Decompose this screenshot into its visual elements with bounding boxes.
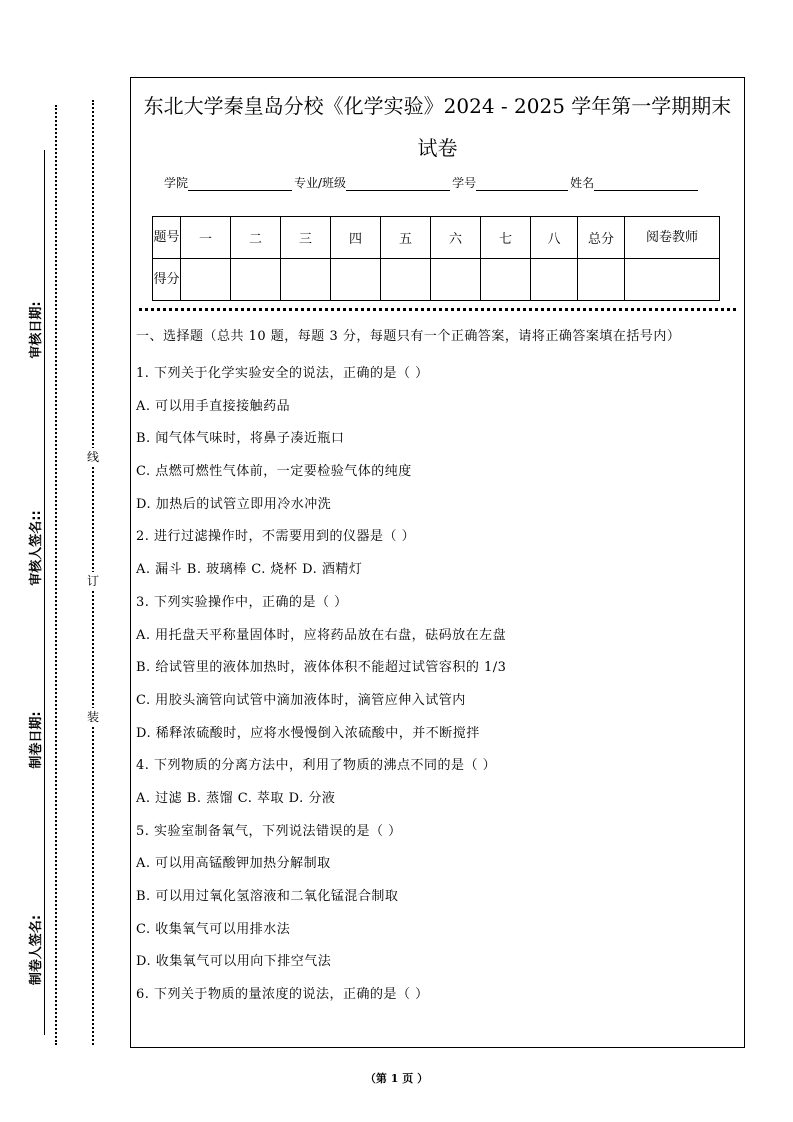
score-cell-header: 八: [531, 217, 578, 259]
field-id-blank[interactable]: [476, 178, 568, 191]
cut-mark-line: 线: [86, 450, 99, 464]
option-line: D. 加热后的试管立即用冷水冲洗: [136, 496, 332, 512]
score-cell-entry[interactable]: [431, 259, 481, 301]
question-line: 1. 下列关于化学实验安全的说法，正确的是（ ）: [136, 366, 429, 381]
question-line: 2. 进行过滤操作时，不需要用到的仪器是（ ）: [136, 529, 416, 545]
option-line: A. 用托盘天平称量固体时，应将药品放在右盘，砝码放在左盘: [136, 627, 507, 643]
score-cell-header: 四: [331, 217, 381, 259]
score-cell-header: 题号: [153, 217, 181, 259]
reviewer-signature-label: 审核人签名::: [29, 510, 44, 586]
field-college-blank[interactable]: [188, 178, 292, 191]
score-table-header-row: [153, 217, 720, 259]
field-id-label: 学号: [452, 176, 477, 190]
option-line: B. 闻气体气味时，将鼻子凑近瓶口: [136, 431, 345, 447]
score-cell-entry[interactable]: [331, 259, 381, 301]
field-major-blank[interactable]: [346, 178, 450, 191]
score-cell-label: 得分: [153, 259, 181, 301]
question-line: 5. 实验室制备氧气，下列说法错误的是（ ）: [136, 823, 402, 839]
score-cell-header: 三: [281, 217, 331, 259]
score-cell-header: 一: [181, 217, 231, 259]
option-line: B. 给试管里的液体加热时，液体体积不能超过试管容积的 1/3: [136, 660, 507, 676]
option-line: B. 可以用过氧化氢溶液和二氧化锰混合制取: [136, 889, 399, 904]
margin-dotted-line-left: [55, 105, 57, 1045]
review-date-label: 审核日期:: [29, 301, 44, 359]
score-cell-header: 二: [231, 217, 281, 259]
cut-mark-bind: 订: [86, 574, 99, 588]
student-info-row: [164, 174, 700, 191]
score-cell-entry[interactable]: [381, 259, 431, 301]
score-cell-header: 总分: [578, 217, 625, 259]
page-number: （第 1 页 ）: [364, 1072, 429, 1085]
score-cell-entry[interactable]: [481, 259, 531, 301]
field-college-label: 学院: [164, 176, 189, 190]
score-cell-entry[interactable]: [531, 259, 578, 301]
section-heading: 一、选择题（总共 10 题，每题 3 分，每题只有一个正确答案，请将正确答案填在括号内）: [136, 329, 681, 344]
option-line: C. 收集氧气可以用排水法: [136, 921, 291, 937]
question-line: 4. 下列物质的分离方法中，利用了物质的沸点不同的是（ ）: [136, 758, 497, 774]
dotted-separator: [139, 308, 736, 311]
option-line: C. 点燃可燃性气体前，一定要检验气体的纯度: [136, 464, 412, 480]
option-line: A. 漏斗 B. 玻璃棒 C. 烧杯 D. 酒精灯: [136, 562, 363, 578]
score-table-score-row: [153, 259, 720, 301]
score-cell-entry[interactable]: [281, 259, 331, 301]
option-line: A. 可以用手直接接触药品: [136, 398, 291, 414]
binding-margin: [0, 0, 128, 1122]
question-section: [136, 326, 736, 1012]
exam-frame: [130, 77, 745, 1048]
score-cell-header: 阅卷教师: [625, 217, 720, 259]
score-cell-header: 七: [481, 217, 531, 259]
compiler-signature-label: 制卷人签名:: [29, 914, 44, 986]
exam-title-continued: 试卷: [417, 136, 458, 160]
cut-mark-mount: 装: [86, 710, 99, 724]
question-line: 3. 下列实验操作中，正确的是（ ）: [136, 594, 348, 610]
score-cell-entry[interactable]: [578, 259, 625, 301]
score-cell-header: 五: [381, 217, 431, 259]
compile-date-label: 制卷日期:: [29, 711, 44, 769]
option-line: A. 过滤 B. 蒸馏 C. 萃取 D. 分液: [136, 790, 336, 806]
score-cell-header: 六: [431, 217, 481, 259]
score-cell-entry[interactable]: [231, 259, 281, 301]
question-line: 6. 下列关于物质的量浓度的说法，正确的是（ ）: [136, 987, 429, 1003]
option-line: C. 用胶头滴管向试管中滴加液体时，滴管应伸入试管内: [136, 692, 466, 708]
option-line: D. 收集氧气可以用向下排空气法: [136, 954, 332, 970]
field-name-label: 姓名: [570, 176, 595, 190]
score-cell-entry[interactable]: [625, 259, 720, 301]
option-line: A. 可以用高锰酸钾加热分解制取: [136, 856, 331, 872]
option-line: D. 稀释浓硫酸时，应将水慢慢倒入浓硫酸中，并不断搅拌: [136, 725, 480, 741]
field-major-label: 专业/班级: [294, 176, 347, 190]
exam-title: 东北大学秦皇岛分校《化学实验》2024 - 2025 学年第一学期期末: [143, 94, 732, 118]
field-name-blank[interactable]: [594, 178, 698, 191]
score-cell-entry[interactable]: [181, 259, 231, 301]
score-table: [152, 216, 720, 301]
